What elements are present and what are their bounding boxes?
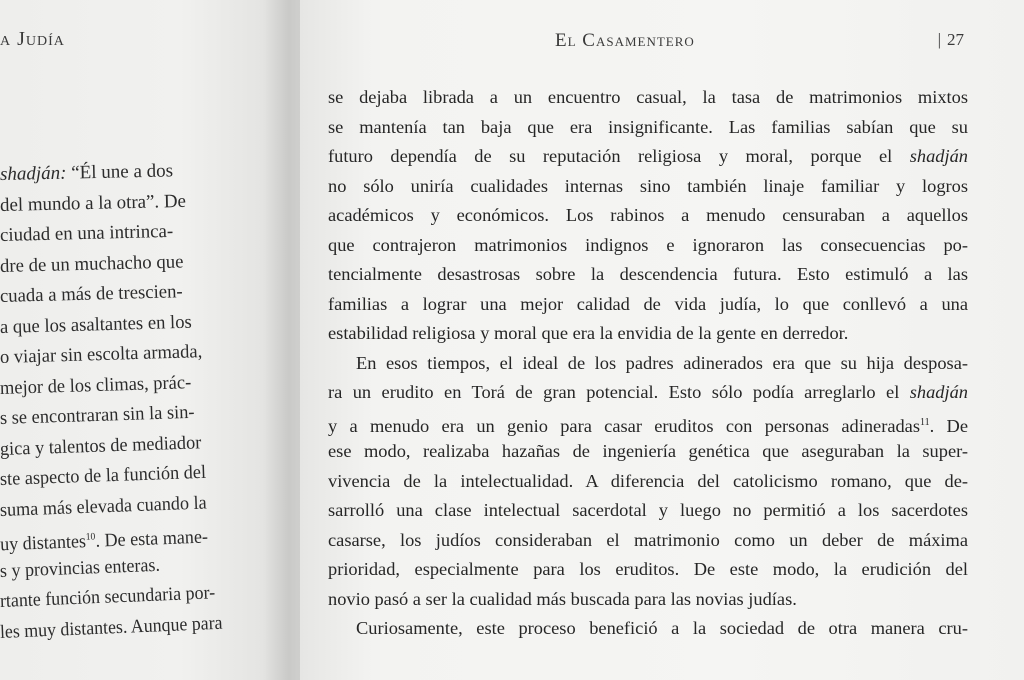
line-text: gica y talentos de mediador (0, 431, 202, 460)
line-text: rtante función secundaria por- (0, 582, 216, 612)
text-line (328, 231, 968, 261)
line-text: casarse, los judíos consideraban el matrimonio como un deber de máxima (328, 529, 968, 550)
text-line (328, 172, 968, 202)
line-text: dre de un muchacho que (0, 250, 184, 277)
text-line (328, 290, 968, 320)
text-line (328, 142, 968, 172)
page-number: | 27 (937, 30, 964, 49)
line-text: s y provincias enteras. (0, 554, 161, 582)
line-text: ste aspecto de la función del (0, 461, 207, 490)
line-text: Curiosamente, este proceso benefició a la sociedad de otra manera cru- (356, 618, 968, 638)
line-text: cuada a más de trescien- (0, 281, 183, 307)
text-line (328, 378, 968, 408)
line-tail: . De esta mane- (95, 526, 209, 552)
line-text: suma más elevada cuando la (0, 492, 208, 521)
text-line (328, 437, 968, 467)
line-tail: . De (929, 415, 968, 436)
text-line (328, 83, 968, 113)
line-text: novio pasó a ser la cualidad más buscada para las novias judías. (328, 588, 797, 609)
line-text: les muy distantes. Aunque para (0, 612, 223, 643)
left-page-text (0, 160, 250, 648)
text-line (328, 585, 968, 615)
line-text: a que los asaltantes en los (0, 311, 193, 338)
line-text: vivencia de la intelectualidad. A diferencia del catolicismo romano, que de- (328, 470, 968, 491)
right-page-text (328, 83, 968, 644)
line-text: que contrajeron matrimonios indignos e ignoraron las consecuencias po- (328, 234, 968, 255)
left-running-head: a Judía (0, 28, 65, 50)
text-line (328, 349, 968, 379)
line-text: no sólo uniría cualidades internas sino también linaje familiar y logros (328, 175, 968, 196)
line-text: del mundo a la otra”. De (0, 190, 187, 216)
line-text: tencialmente desastrosas sobre la descendencia futura. Esto estimuló a las (328, 264, 968, 284)
line-text: ra un erudito en Torá de gran potencial. Esto sólo podía arreglarlo el (328, 382, 910, 402)
line-text: sarrolló una clase intelectual sacerdotal y luego no permitió a los sacerdotes (328, 500, 968, 520)
footnote-ref: 11 (920, 416, 930, 428)
left-text-line (0, 155, 250, 191)
left-page (0, 0, 300, 680)
line-text: o viajar sin escolta armada, (0, 341, 203, 368)
page-number-value: 27 (947, 30, 964, 49)
right-running-head: El Casamentero (555, 30, 695, 51)
text-line (328, 113, 968, 143)
text-line (328, 526, 968, 556)
line-text: uy distantes (0, 531, 87, 556)
text-line (328, 496, 968, 526)
line-text: se dejaba librada a un encuentro casual, la tasa de matrimonios mixtos (328, 87, 968, 107)
line-text: En esos tiempos, el ideal de los padres adinerados era que su hija desposa- (356, 352, 968, 373)
text-line (328, 260, 968, 290)
line-text: ciudad en una intrinca- (0, 220, 174, 246)
text-line (328, 319, 968, 349)
text-line (328, 614, 968, 644)
text-line (328, 408, 968, 438)
line-text: se mantenía tan baja que era insignificante. Las familias sabían que su (328, 116, 968, 137)
line-text: y a menudo era un genio para casar eruditos con personas adineradas (328, 415, 920, 436)
italic-term: shadján (909, 382, 968, 402)
text-line (328, 555, 968, 585)
right-page (300, 0, 1024, 680)
line-text: “Él une a dos (66, 160, 174, 184)
line-text: ese modo, realizaba hazañas de ingeniería genética que aseguraban la super- (328, 441, 968, 461)
text-line (328, 201, 968, 231)
italic-term: shadján: (0, 162, 67, 185)
footnote-ref: 10 (85, 531, 96, 543)
line-text: prioridad, especialmente para los eruditos. De este modo, la erudición del (328, 559, 968, 579)
line-text: estabilidad religiosa y moral que era la envidia de la gente en derredor. (328, 323, 849, 343)
line-text: familias a lograr una mejor calidad de vida judía, lo que conllevó a una (328, 293, 968, 314)
line-text: s se encontraran sin la sin- (0, 401, 195, 429)
line-text: académicos y económicos. Los rabinos a menudo censuraban a aquellos (328, 205, 968, 225)
text-line (328, 467, 968, 497)
italic-term: shadján (909, 146, 968, 166)
line-text: futuro dependía de su reputación religiosa y moral, porque el (328, 146, 910, 166)
line-text: mejor de los climas, prác- (0, 371, 192, 399)
